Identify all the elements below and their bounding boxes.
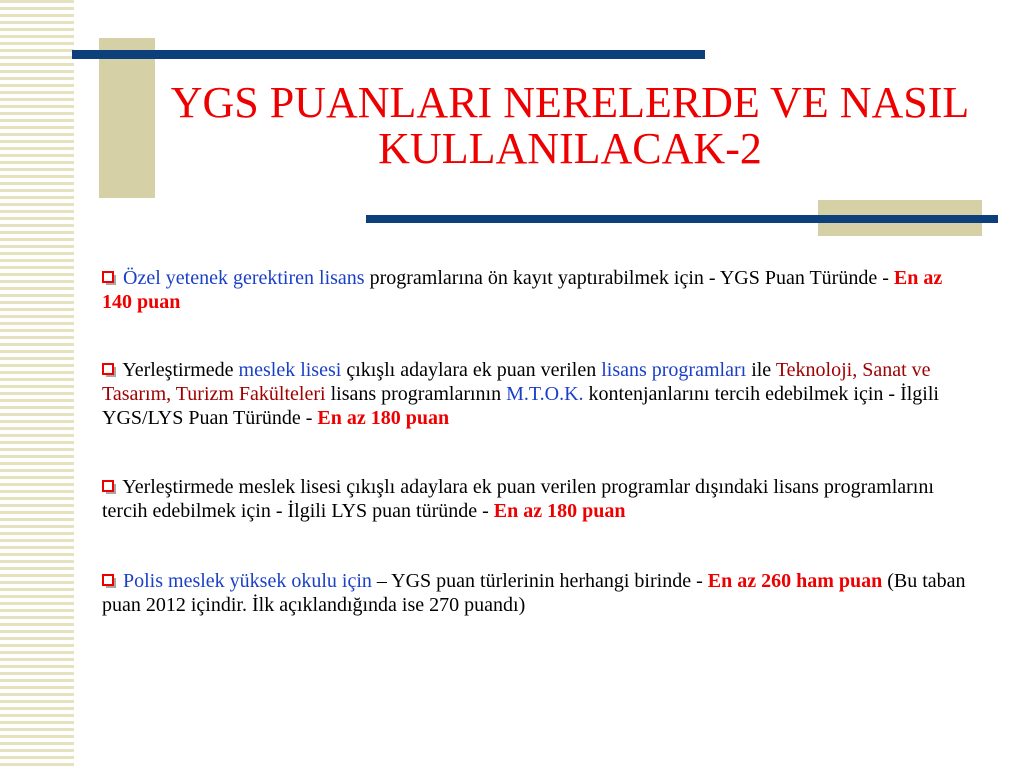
bullet-text: – YGS puan türlerinin herhangi birinde -: [371, 570, 708, 592]
bullet-text: lisans programlarının: [325, 383, 507, 405]
square-bullet-icon: [102, 574, 114, 586]
bullet-highlight: En az 180 puan: [317, 407, 450, 429]
square-bullet-icon: [102, 480, 114, 492]
decorative-navy-line-top: [72, 50, 705, 59]
bullet-highlight: En az 140 puan: [102, 267, 943, 313]
decorative-tan-block-top: [99, 38, 155, 198]
bullet-text: (Bu taban puan 2012 içindir. İlk açıklandığında ise 270 puandı): [102, 570, 966, 616]
decorative-stripes: [0, 0, 74, 768]
bullet-text: ile: [746, 359, 776, 381]
bullet-text: M.T.O.K.: [506, 383, 584, 405]
bullet-text: Yerleştirmede: [122, 359, 239, 381]
square-bullet-icon: [102, 363, 114, 375]
decorative-navy-line-bottom: [366, 215, 998, 223]
bullet-highlight: En az 260 ham puan: [707, 570, 883, 592]
square-bullet-icon: [102, 271, 114, 283]
bullet-text: Özel yetenek gerektiren lisans: [123, 267, 365, 289]
bullet-text: kontenjanlarını tercih edebilmek için - İlgili YGS/LYS Puan Türünde -: [102, 383, 939, 429]
bullet-text: Polis meslek yüksek okulu için: [123, 570, 372, 592]
bullet-text: lisans programları: [601, 359, 747, 381]
bullet-highlight: En az 180 puan: [493, 500, 626, 522]
slide-content: [102, 266, 972, 661]
bullet-text: meslek lisesi: [238, 359, 342, 381]
bullet-item: [102, 358, 972, 430]
bullet-text: programlarına ön kayıt yaptırabilmek için - YGS Puan Türünde -: [364, 267, 894, 289]
bullet-item: [102, 569, 972, 617]
bullet-item: [102, 475, 972, 523]
slide-title: YGS PUANLARI NERELERDE VE NASIL KULLANILACAK-2: [170, 78, 970, 173]
bullet-text: çıkışlı adaylara ek puan verilen: [341, 359, 602, 381]
bullet-text: Teknoloji, Sanat ve Tasarım, Turizm Fakülteleri: [102, 359, 931, 405]
bullet-item: [102, 266, 972, 314]
bullet-text: Yerleştirmede meslek lisesi çıkışlı adaylara ek puan verilen programlar dışındaki lisans programlarını tercih edebilmek için - İlgili LYS puan türünde -: [102, 476, 934, 522]
